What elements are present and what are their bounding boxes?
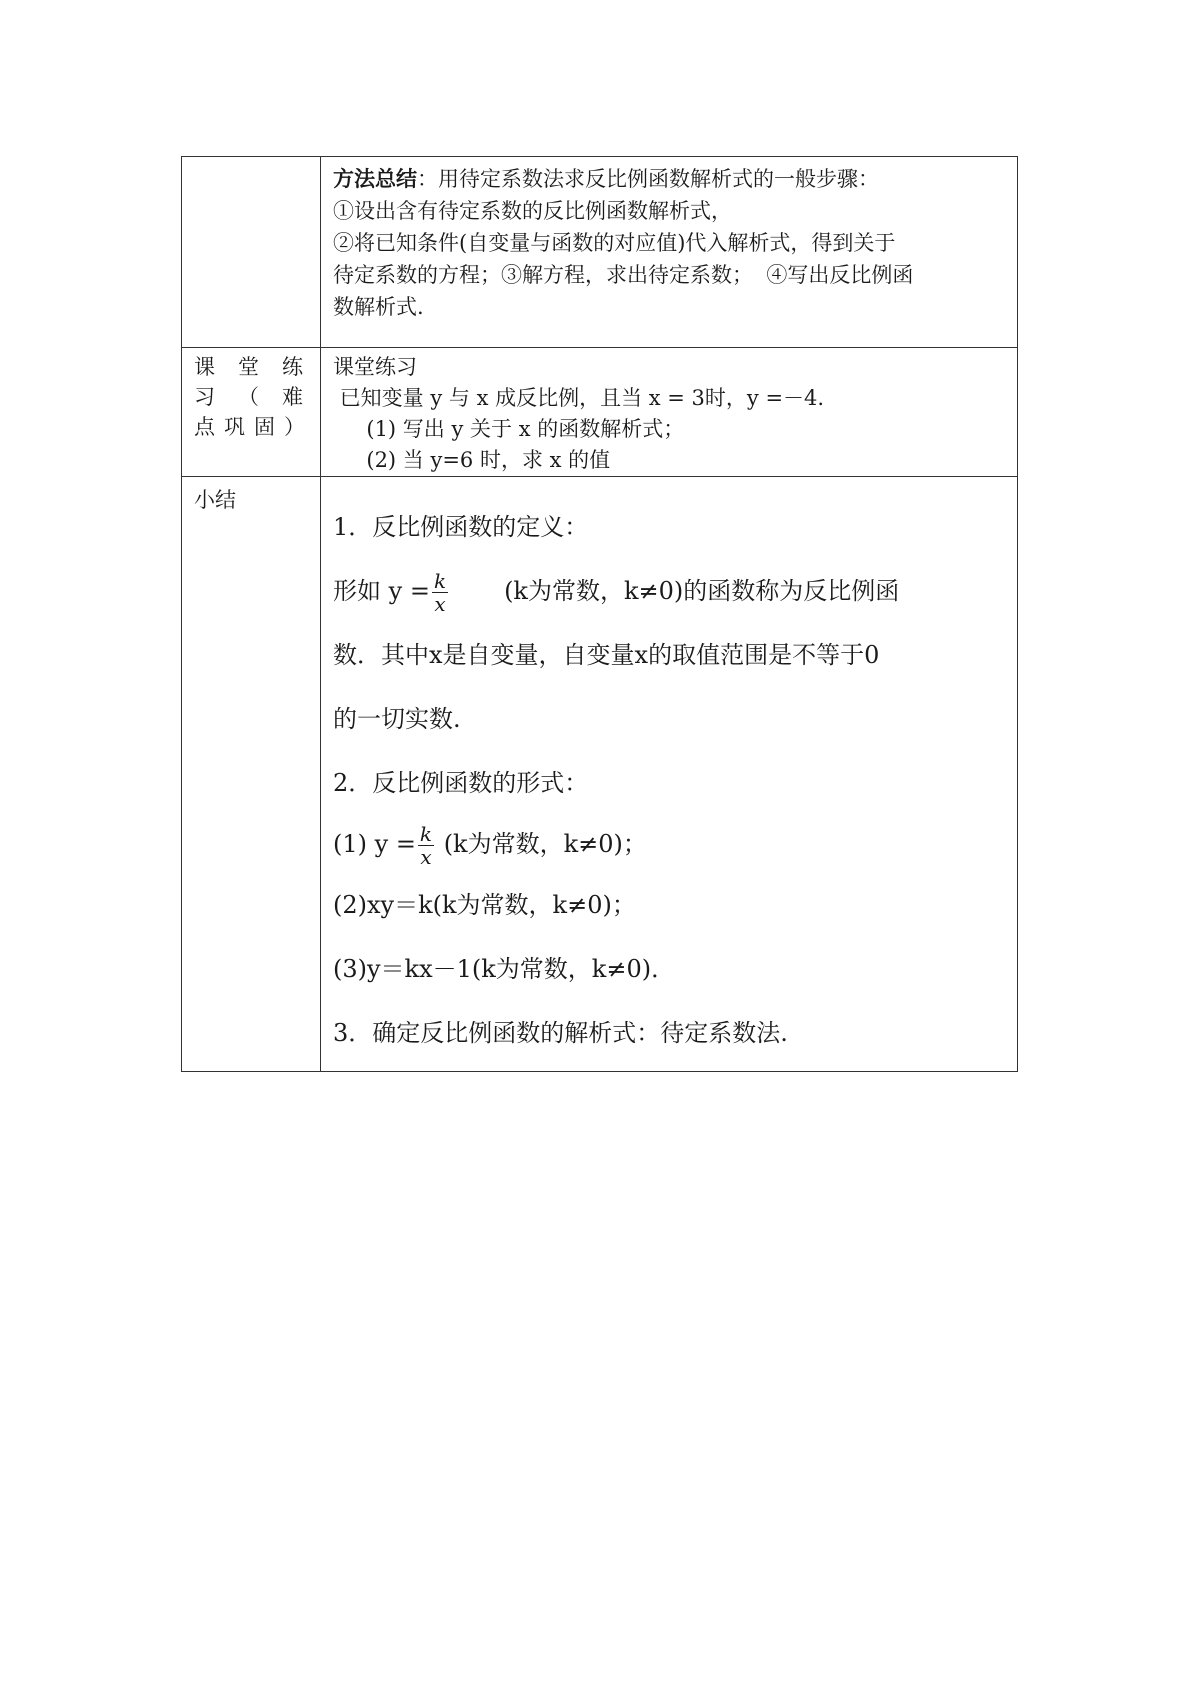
summary-cell <box>321 477 1018 1072</box>
summary-form-3: (3)y＝kx－1(k为常数，k≠0)． <box>333 955 676 983</box>
fraction-numerator: k <box>433 569 447 593</box>
practice-problem: 已知变量 y 与 x 成反比例，且当 x = 3时，y =－4. <box>333 386 825 410</box>
practice-label: 课堂练习（难点巩固） <box>194 355 314 439</box>
summary-item-1-title: 1．反比例函数的定义： <box>333 513 589 541</box>
method-summary-heading <box>333 163 1007 195</box>
method-step-1: ①设出含有待定系数的反比例函数解析式， <box>333 199 732 223</box>
table-row <box>182 348 1018 477</box>
form-1-prefix: (1) y = <box>333 830 416 858</box>
method-step-2b: 待定系数的方程；③解方程，求出待定系数； ④写出反比例函 <box>333 263 914 287</box>
summary-item-2-title: 2．反比例函数的形式： <box>333 769 589 797</box>
practice-title: 课堂练习 <box>333 355 417 379</box>
fraction-k-over-x <box>432 570 448 615</box>
definition-suffix: (k为常数，k≠0)的函数称为反比例函 <box>504 577 900 605</box>
summary-label: 小结 <box>194 488 236 512</box>
fraction-denominator: x <box>420 845 432 869</box>
summary-form-1 <box>333 815 1007 873</box>
summary-form-2: (2)xy＝k(k为常数，k≠0)； <box>333 891 636 919</box>
method-summary-cell <box>321 157 1018 348</box>
summary-label-cell <box>182 477 321 1072</box>
definition-prefix: 形如 y = <box>333 577 430 605</box>
summary-definition-line-2: 数．其中x是自变量，自变量x的取值范围是不等于0 <box>333 641 880 669</box>
summary-item-3: 3．确定反比例函数的解析式：待定系数法. <box>333 1019 788 1047</box>
fraction-numerator: k <box>419 822 433 846</box>
practice-question-1: (1) 写出 y 关于 x 的函数解析式； <box>333 417 685 441</box>
label-cell-empty <box>182 157 321 348</box>
method-step-2a: ②将已知条件(自变量与函数的对应值)代入解析式，得到关于 <box>333 231 896 255</box>
table-row <box>182 477 1018 1072</box>
summary-definition-line-1 <box>333 559 1007 623</box>
fraction-denominator: x <box>434 592 446 616</box>
method-summary-intro: ：用待定系数法求反比例函数解析式的一般步骤： <box>417 167 879 191</box>
method-summary-title: 方法总结 <box>333 166 417 191</box>
lesson-table <box>181 156 1018 1072</box>
form-1-suffix: (k为常数，k≠0)； <box>443 830 647 858</box>
practice-label-cell <box>182 348 321 477</box>
summary-definition-line-3: 的一切实数. <box>333 705 461 733</box>
practice-cell <box>321 348 1018 477</box>
table-row <box>182 157 1018 348</box>
practice-question-2: (2) 当 y=6 时，求 x 的值 <box>333 448 611 472</box>
method-step-2c: 数解析式. <box>333 295 424 319</box>
fraction-k-over-x <box>418 823 434 868</box>
